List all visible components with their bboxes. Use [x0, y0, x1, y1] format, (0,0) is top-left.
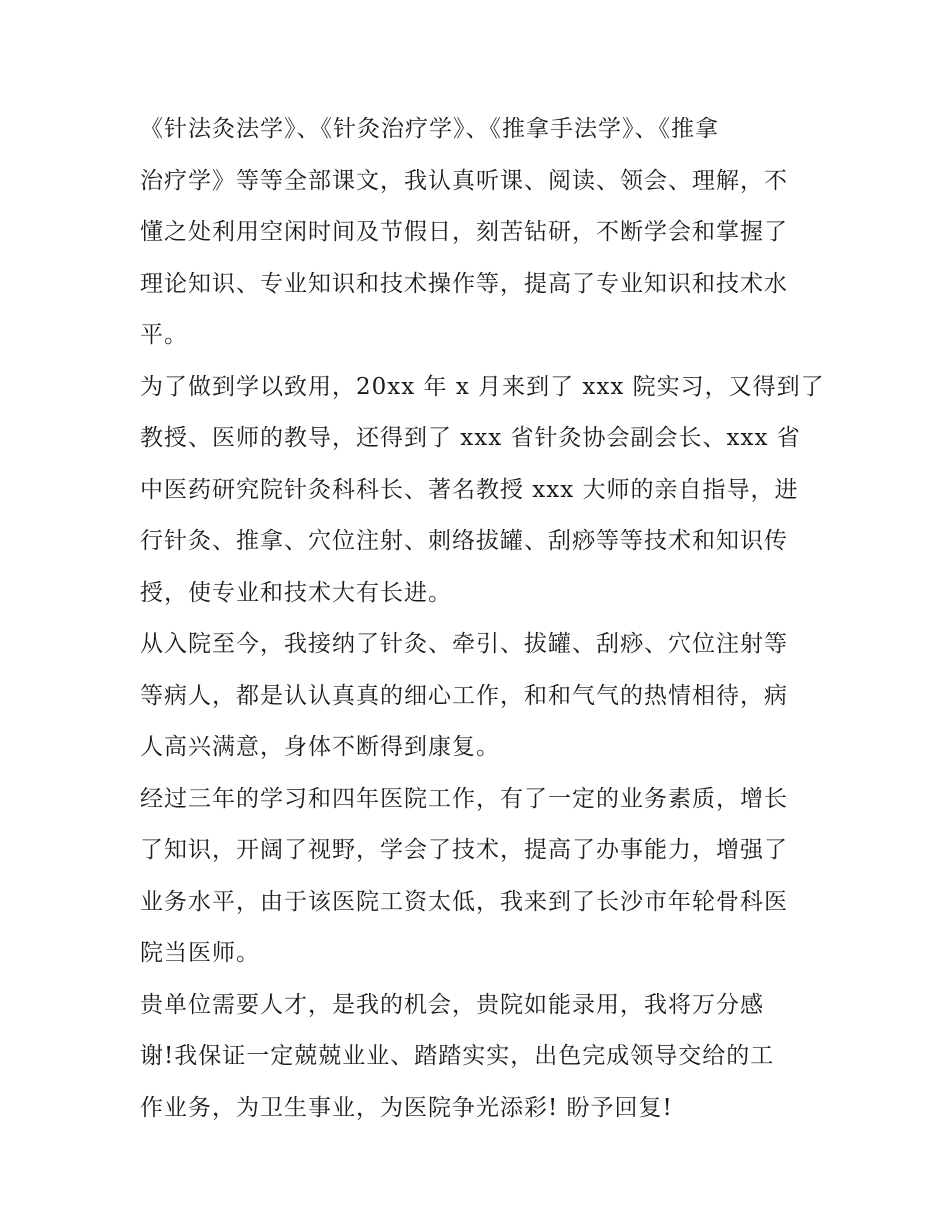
document-body	[140, 104, 825, 1134]
text-line: 作业务，为卫生事业，为医院争光添彩! 盼予回复!	[140, 1094, 673, 1121]
text-line: 行针灸、推拿、穴位注射、刺络拔罐、刮痧等等技术和知识传	[140, 528, 788, 554]
text-line: 业务水平，由于该医院工资太低，我来到了长沙市年轮骨科医	[140, 888, 788, 915]
text-line: 为了做到学以致用，20xx 年 x 月来到了 xxx 院实习，又得到了	[140, 373, 825, 400]
text-line: 授，使专业和技术大有长进。	[140, 579, 452, 606]
paragraph-2	[140, 362, 825, 620]
paragraph-3	[140, 619, 820, 774]
paragraph-5	[140, 980, 820, 1135]
text-line: 等病人，都是认认真真的细心工作，和和气气的热情相待，病	[140, 682, 788, 709]
paragraph-1	[140, 104, 820, 362]
text-line: 治疗学》等等全部课文，我认真听课、阅读、领会、理解，不	[140, 167, 788, 194]
text-line: 人高兴满意，身体不断得到康复。	[140, 734, 500, 760]
text-line: 了知识，开阔了视野，学会了技术，提高了办事能力，增强了	[140, 837, 788, 863]
paragraph-4	[140, 774, 820, 980]
text-line: 懂之处利用空闲时间及节假日，刻苦钻研，不断学会和掌握了	[140, 219, 788, 245]
text-line: 中医药研究院针灸科科长、著名教授 xxx 大师的亲自指导，进	[140, 476, 799, 503]
text-line: 教授、医师的教导，还得到了 xxx 省针灸协会副会长、xxx 省	[140, 425, 801, 451]
text-line: 院当医师。	[140, 940, 260, 966]
text-line: 谢!我保证一定兢兢业业、踏踏实实，出色完成领导交给的工	[140, 1043, 775, 1069]
text-line: 理论知识、专业知识和技术操作等，提高了专业知识和技术水	[140, 270, 788, 297]
text-line: 贵单位需要人才，是我的机会，贵院如能录用，我将万分感	[140, 991, 764, 1018]
text-line: 《针法灸法学》、《针灸治疗学》、《推拿手法学》、《推拿	[140, 116, 719, 142]
text-line: 从入院至今，我接纳了针灸、牵引、拔罐、刮痧、穴位注射等	[140, 631, 788, 657]
text-line: 经过三年的学习和四年医院工作，有了一定的业务素质，增长	[140, 785, 788, 812]
text-line: 平。	[140, 322, 188, 348]
